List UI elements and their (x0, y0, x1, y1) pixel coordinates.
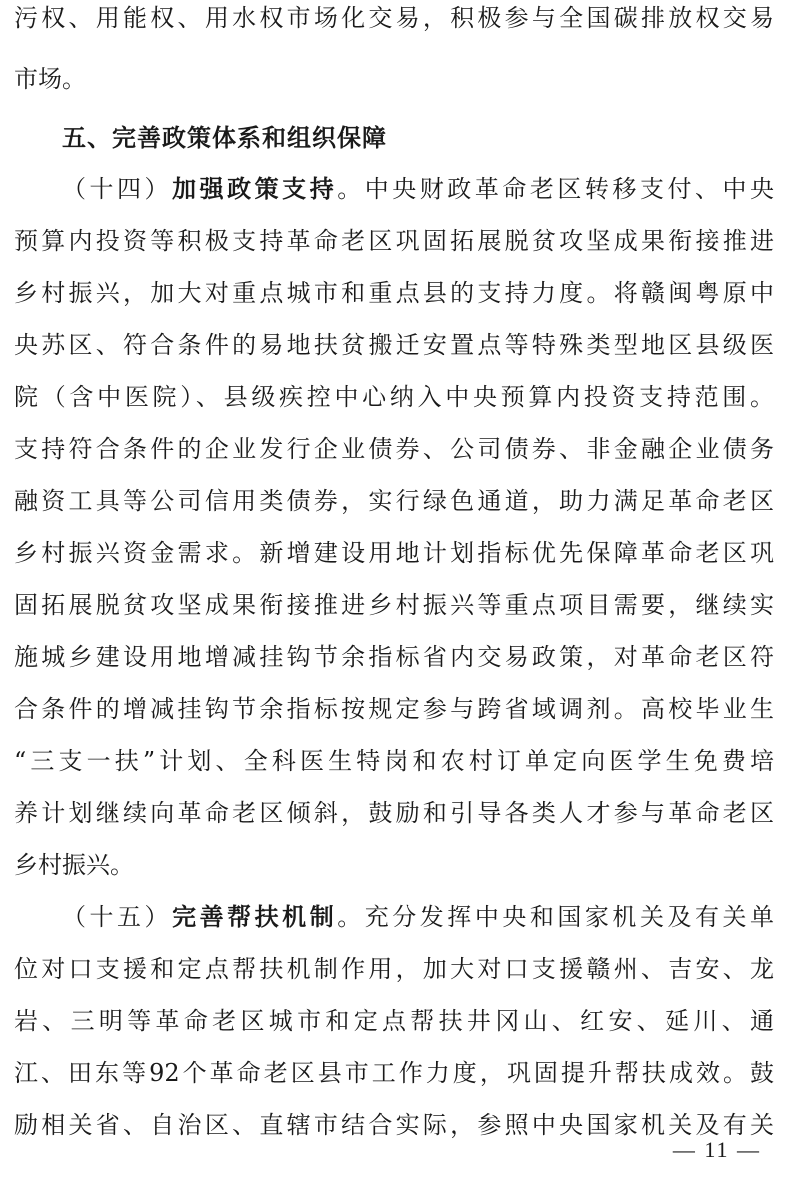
body-line: 市场。 (14, 65, 86, 93)
body-line: 预算内投资等积极支持革命老区巩固拓展脱贫攻坚成果衔接推进 (14, 227, 774, 255)
body-line: 位对口支援和定点帮扶机制作用，加大对口支援赣州、吉安、龙 (14, 955, 774, 983)
subsection-text: 。中央财政革命老区转移支付、中央 (337, 175, 775, 203)
page-number: — 11 — (672, 1137, 761, 1162)
subsection-text: 。充分发挥中央和国家机关及有关单 (337, 903, 775, 931)
paragraph-first-line (62, 174, 774, 204)
body-line: 固拓展脱贫攻坚成果衔接推进乡村振兴等重点项目需要，继续实 (14, 591, 774, 619)
body-line: 院（含中医院）、县级疾控中心纳入中央预算内投资支持范围。 (14, 383, 774, 411)
body-line: 养计划继续向革命老区倾斜，鼓励和引导各类人才参与革命老区 (14, 799, 774, 827)
body-line: “三支一扶”计划、全科医生特岗和农村订单定向医学生免费培 (14, 747, 774, 775)
subsection-title: 完善帮扶机制 (172, 903, 338, 931)
body-line: 融资工具等公司信用类债券，实行绿色通道，助力满足革命老区 (14, 487, 774, 515)
subsection-number: （十五） (62, 903, 173, 931)
subsection-title: 加强政策支持 (172, 175, 338, 203)
body-line: 央苏区、符合条件的易地扶贫搬迁安置点等特殊类型地区县级医 (14, 331, 774, 359)
body-line: 岩、三明等革命老区城市和定点帮扶井冈山、红安、延川、通 (14, 1007, 774, 1035)
body-line: 施城乡建设用地增减挂钩节余指标省内交易政策，对革命老区符 (14, 643, 774, 671)
body-line: 污权、用能权、用水权市场化交易，积极参与全国碳排放权交易 (14, 4, 774, 32)
section-heading: 五、完善政策体系和组织保障 (62, 124, 387, 152)
body-line: 乡村振兴。 (14, 851, 134, 879)
body-line: 合条件的增减挂钩节余指标按规定参与跨省域调剂。高校毕业生 (14, 695, 774, 723)
subsection-number: （十四） (62, 175, 173, 203)
body-line: 乡村振兴，加大对重点城市和重点县的支持力度。将赣闽粤原中 (14, 279, 774, 307)
body-line: 支持符合条件的企业发行企业债券、公司债券、非金融企业债务 (14, 435, 774, 463)
body-line: 励相关省、自治区、直辖市结合实际，参照中央国家机关及有关 (14, 1111, 774, 1139)
paragraph-first-line (62, 902, 774, 932)
body-line: 乡村振兴资金需求。新增建设用地计划指标优先保障革命老区巩 (14, 539, 774, 567)
body-line: 江、田东等92个革命老区县市工作力度，巩固提升帮扶成效。鼓 (14, 1059, 774, 1087)
